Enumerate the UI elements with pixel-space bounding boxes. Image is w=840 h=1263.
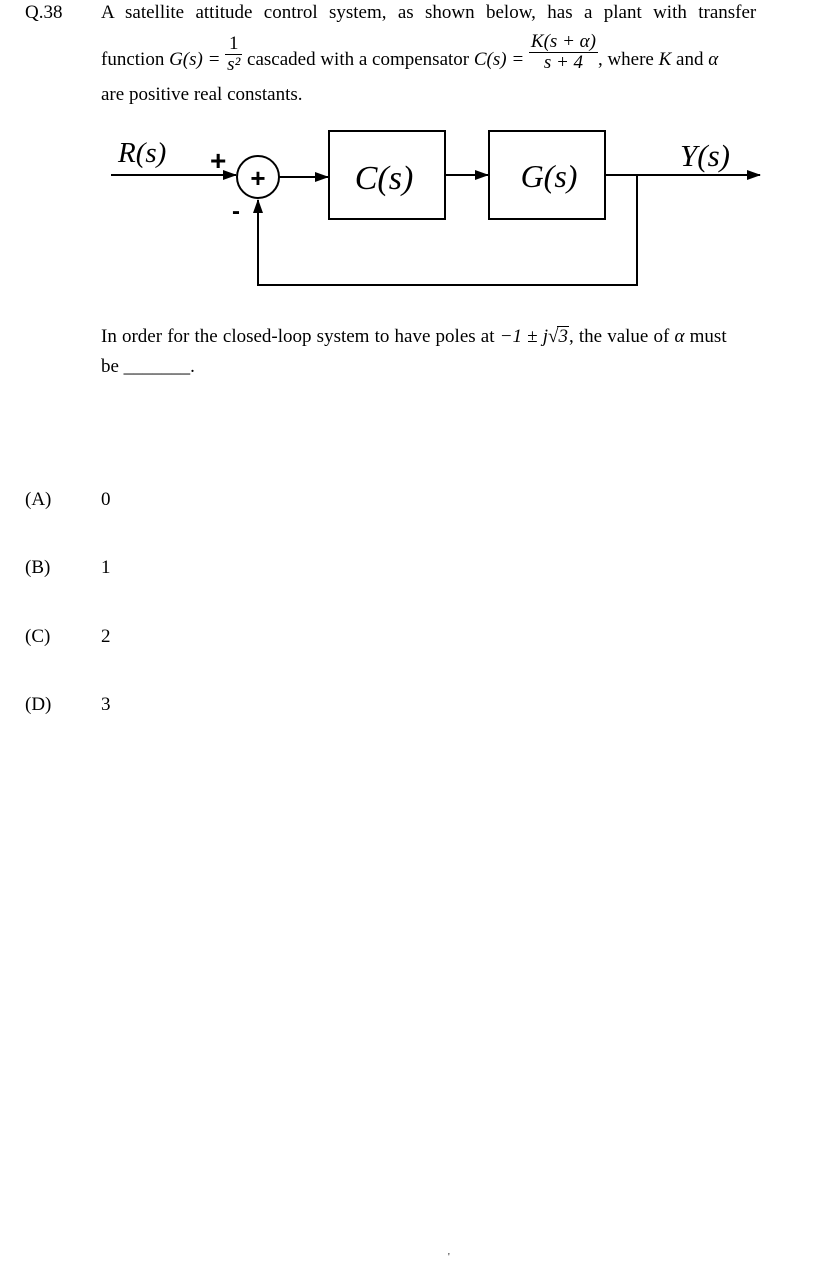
text-value-of: , the value of bbox=[568, 326, 670, 347]
page-mark: ' bbox=[448, 1252, 450, 1263]
option-c-label[interactable]: (C) bbox=[25, 626, 51, 647]
text-poles-intro: In order for the closed-loop system to have poles at bbox=[101, 326, 495, 347]
option-d-value[interactable]: 3 bbox=[101, 694, 111, 715]
text-must: must bbox=[689, 326, 727, 347]
summing-junction-symbol: + bbox=[250, 163, 266, 193]
option-a-label[interactable]: (A) bbox=[25, 489, 52, 510]
question-text-line-1: A satellite attitude control system, as shown below, has a plant with transfer bbox=[101, 2, 757, 23]
poles-root: 3 bbox=[558, 326, 568, 347]
compensator-label: C(s) = bbox=[473, 48, 525, 70]
question-text-paragraph-2 bbox=[101, 322, 819, 382]
compensator-fraction bbox=[529, 32, 598, 73]
compensator-block-label: C(s) bbox=[354, 160, 414, 197]
text-function: function bbox=[101, 48, 165, 70]
plant-label: G(s) = bbox=[169, 48, 221, 70]
compensator-denominator: s + 4 bbox=[529, 52, 598, 73]
poles-value: −1 ± j√3 bbox=[499, 326, 568, 347]
question-text-line-3: are positive real constants. bbox=[101, 84, 303, 105]
para2-line-1 bbox=[101, 322, 819, 352]
text-and: and bbox=[676, 48, 704, 70]
option-c-value[interactable]: 2 bbox=[101, 626, 111, 647]
input-label: R(s) bbox=[118, 137, 167, 169]
option-a-value[interactable]: 0 bbox=[101, 489, 111, 510]
var-alpha: α bbox=[708, 48, 719, 70]
plus-sign: + bbox=[210, 145, 227, 176]
compensator-numerator: K(s + α) bbox=[530, 31, 596, 52]
output-label: Y(s) bbox=[680, 138, 730, 173]
block-diagram bbox=[100, 120, 780, 300]
poles-prefix: −1 ± j bbox=[499, 326, 549, 347]
option-d-label[interactable]: (D) bbox=[25, 694, 52, 715]
plant-denominator: s² bbox=[227, 53, 241, 75]
question-number: Q.38 bbox=[25, 2, 63, 23]
option-b-label[interactable]: (B) bbox=[25, 557, 51, 578]
plant-numerator: 1 bbox=[228, 33, 239, 54]
plant-block-label: G(s) bbox=[520, 158, 578, 194]
plant-fraction bbox=[225, 34, 242, 75]
var-k: K bbox=[658, 48, 672, 70]
option-b-value[interactable]: 1 bbox=[101, 557, 111, 578]
para2-line-2: be _______. bbox=[101, 356, 195, 377]
minus-sign: - bbox=[232, 198, 240, 225]
text-where: , where bbox=[597, 48, 654, 70]
question-text-line-2 bbox=[101, 31, 719, 81]
text-cascaded: cascaded with a compensator bbox=[247, 48, 470, 70]
var-alpha-2: α bbox=[674, 326, 685, 347]
